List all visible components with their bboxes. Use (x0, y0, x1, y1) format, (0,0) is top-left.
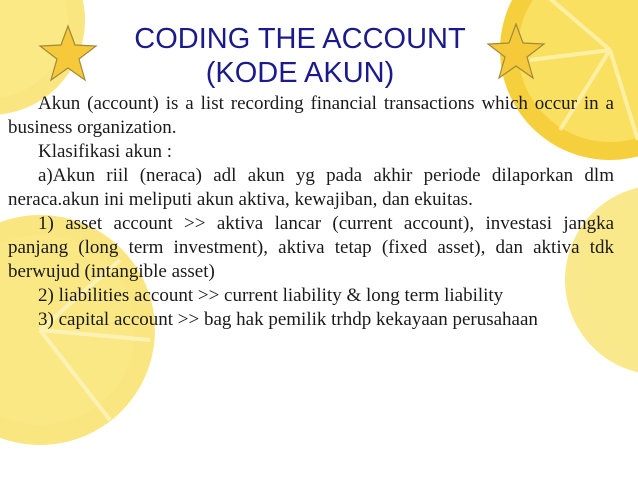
paragraph-asset-account: 1) asset account >> aktiva lancar (current account), investasi jangka panjang (long term investment), aktiva tetap (fixed asset), dan aktiva tdk berwujud (intangible asset) (8, 213, 614, 282)
slide-title (100, 22, 500, 90)
slide-body (8, 92, 614, 332)
paragraph-definition: Akun (account) is a list recording financial transactions which occur in a business organization. (8, 93, 614, 138)
star-icon (38, 24, 98, 82)
paragraph-capital-account: 3) capital account >> bag hak pemilik trhdp kekayaan perusahaan (38, 309, 538, 330)
title-line-1: CODING THE ACCOUNT (134, 23, 466, 55)
paragraph-real-accounts: a)Akun riil (neraca) adl akun yg pada akhir periode dilaporkan dlm neraca.akun ini meliputi akun aktiva, kewajiban, dan ekuitas. (8, 165, 614, 210)
paragraph-liabilities-account: 2) liabilities account >> current liability & long term liability (38, 285, 504, 306)
paragraph-classification-heading: Klasifikasi akun : (38, 141, 173, 162)
title-line-2: (KODE AKUN) (205, 57, 395, 89)
